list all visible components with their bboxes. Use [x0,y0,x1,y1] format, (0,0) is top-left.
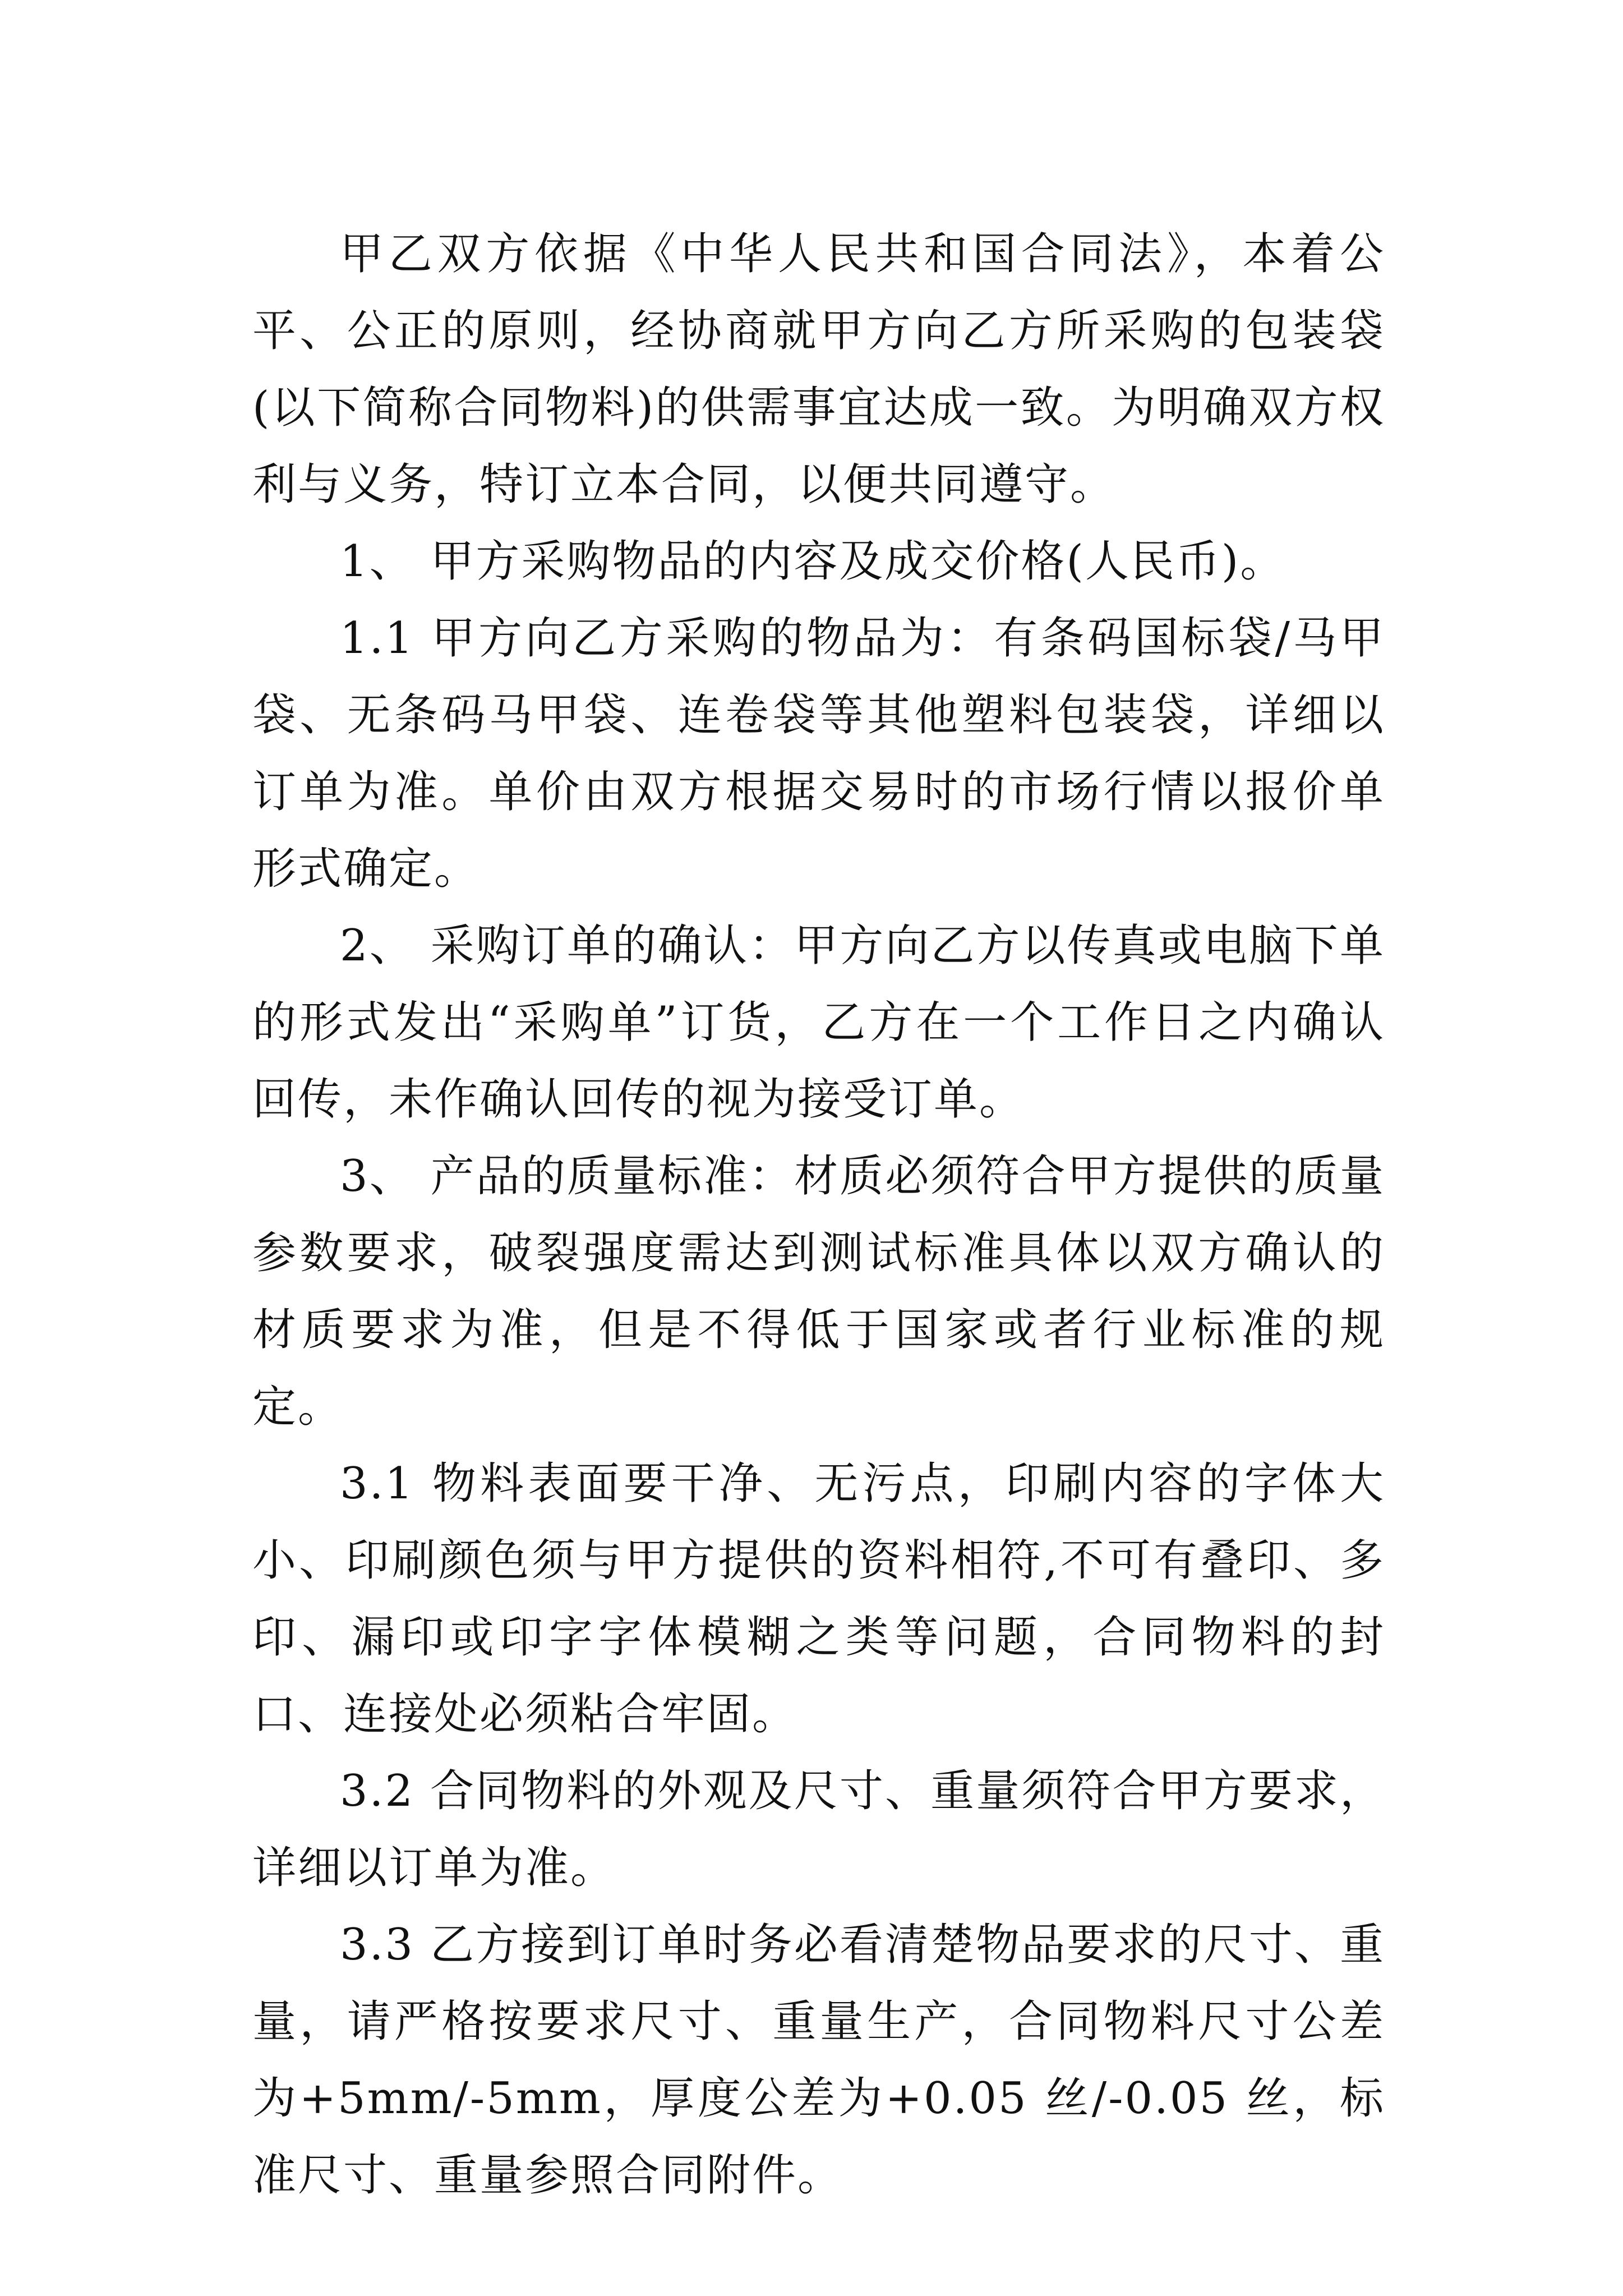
paragraph-clause-3-2: 3.2 合同物料的外观及尺寸、重量须符合甲方要求，详细以订单为准。 [252,1766,1385,1893]
contract-body [252,216,1385,2214]
paragraph-clause-2: 2、 采购订单的确认：甲方向乙方以传真或电脑下单的形式发出“采购单”订货，乙方在一个工作日之内确认回传，未作确认回传的视为接受订单。 [252,921,1385,1125]
paragraph-clause-3-3: 3.3 乙方接到订单时务必看清楚物品要求的尺寸、重量，请严格按要求尺寸、重量生产，合同物料尺寸公差为+5mm/-5mm，厚度公差为+0.05 丝/-0.05 丝，标准尺寸、重量参照合同附件。 [252,1920,1385,2201]
paragraph-intro: 甲乙双方依据《中华人民共和国合同法》，本着公平、公正的原则，经协商就甲方向乙方所采购的包装袋(以下简称合同物料)的供需事宜达成一致。为明确双方权利与义务，特订立本合同，以便共同遵守。 [252,229,1385,510]
paragraph-clause-3: 3、 产品的质量标准：材质必须符合甲方提供的质量参数要求，破裂强度需达到测试标准具体以双方确认的材质要求为准，但是不得低于国家或者行业标准的规定。 [252,1151,1385,1432]
paragraph-clause-1: 1、 甲方采购物品的内容及成交价格(人民币)。 [340,536,1286,587]
paragraph-clause-3-1: 3.1 物料表面要干净、无污点，印刷内容的字体大小、印刷颜色须与甲方提供的资料相符,不可有叠印、多印、漏印或印字字体模糊之类等问题，合同物料的封口、连接处必须粘合牢固。 [252,1458,1385,1740]
paragraph-clause-1-1: 1.1 甲方向乙方采购的物品为：有条码国标袋/马甲袋、无条码马甲袋、连卷袋等其他塑料包装袋，详细以订单为准。单价由双方根据交易时的市场行情以报价单形式确定。 [252,613,1385,894]
